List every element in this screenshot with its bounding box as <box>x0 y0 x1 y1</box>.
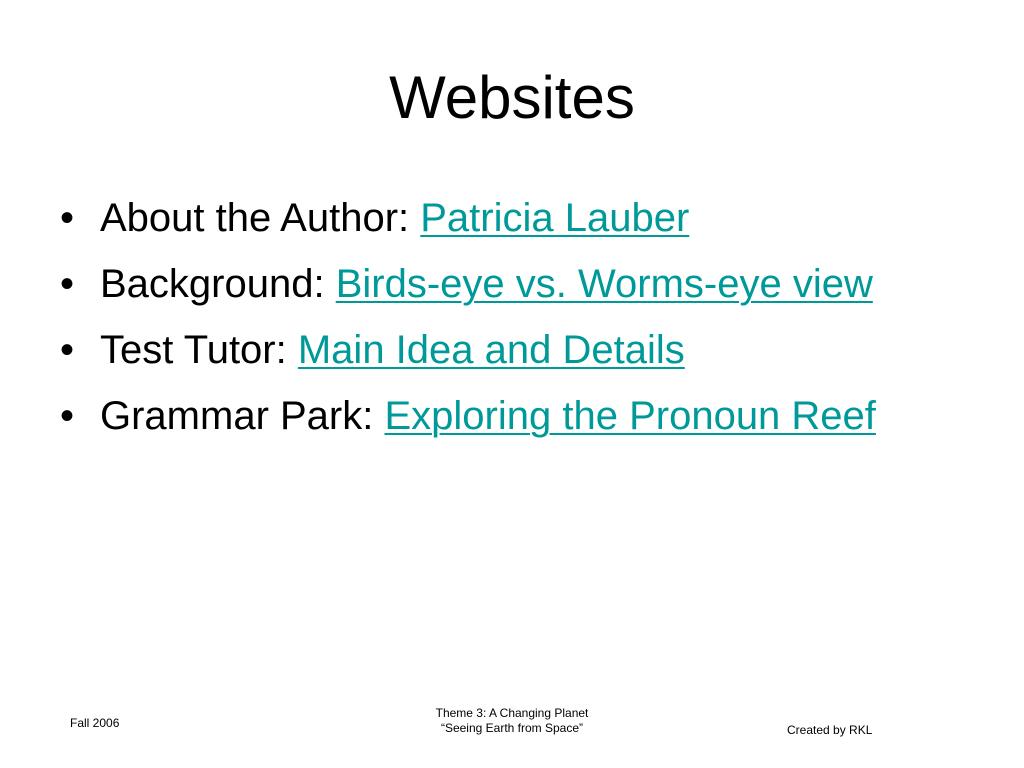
bullet-item-test-tutor <box>58 322 898 379</box>
footer-theme-line1: Theme 3: A Changing Planet <box>435 706 589 720</box>
bullet-marker: • <box>60 394 75 438</box>
slide-title: Websites <box>389 64 635 131</box>
link-birds-eye-vs-worms-eye[interactable]: Birds-eye vs. Worms-eye view <box>335 262 873 306</box>
bullet-label: About the Author: <box>100 196 421 240</box>
bullet-label: Grammar Park: <box>100 394 385 438</box>
link-exploring-pronoun-reef[interactable]: Exploring the Pronoun Reef <box>384 394 876 438</box>
bullet-item-author <box>58 190 898 247</box>
bullet-marker: • <box>60 328 75 372</box>
bullet-label: Background: <box>100 262 336 306</box>
bullet-label: Test Tutor: <box>100 328 298 372</box>
footer-date: Fall 2006 <box>70 716 120 730</box>
link-patricia-lauber[interactable]: Patricia Lauber <box>420 196 690 240</box>
bullet-marker: • <box>60 262 75 306</box>
bullet-item-background <box>58 256 898 313</box>
bullet-marker: • <box>60 196 75 240</box>
bullet-list <box>58 190 898 454</box>
footer-author: Created by RKL <box>787 723 873 737</box>
bullet-item-grammar-park <box>58 388 898 445</box>
link-main-idea-details[interactable]: Main Idea and Details <box>297 328 685 372</box>
footer-theme-line2: “Seeing Earth from Space” <box>440 721 584 735</box>
footer-theme <box>362 706 662 736</box>
